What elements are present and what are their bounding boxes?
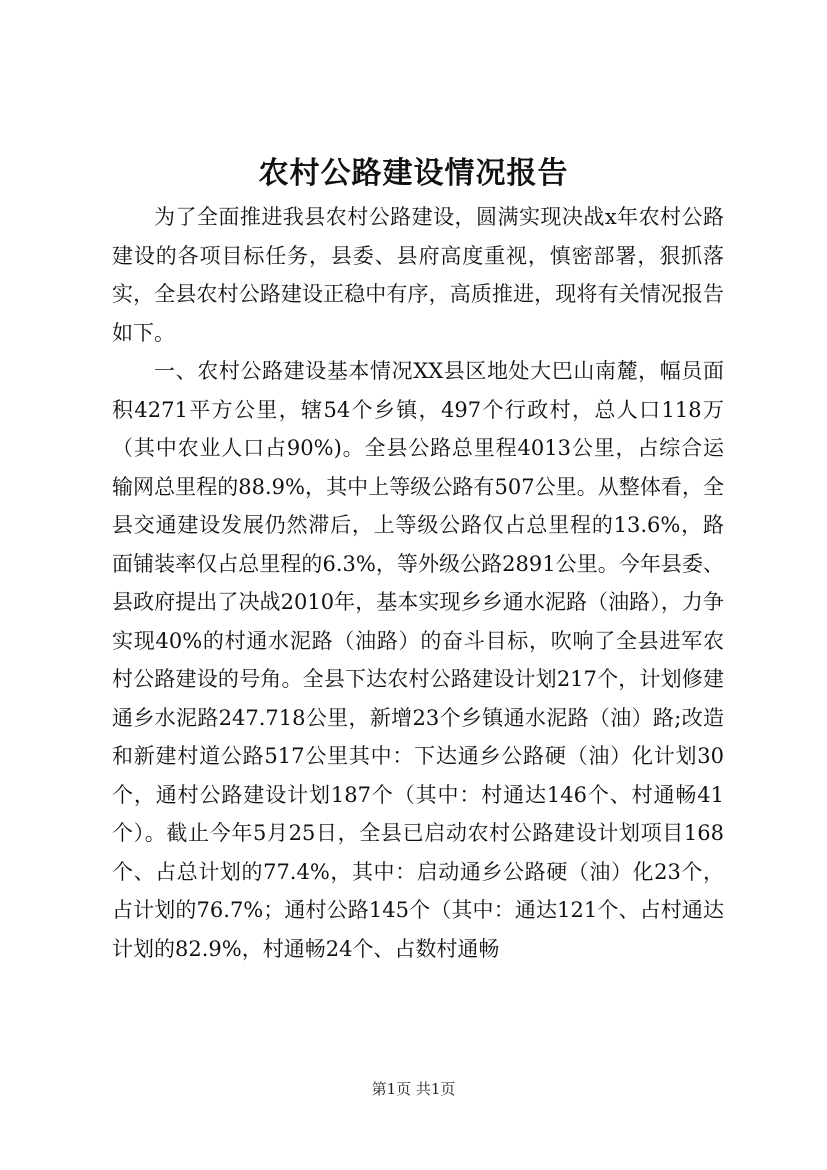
- document-title: 农村公路建设情况报告: [258, 156, 569, 191]
- section-one-paragraph: 一、农村公路建设基本情况XX县区地处大巴山南麓，幅员面积4271平方公里，辖54个乡镇，497个行政村，总人口118万（其中农业人口占90%)。全县公路总里程4013公里，占综合运输网总里程的88.9%，其中上等级公路有507公里。从整体看，全县交通建设发展仍然滞后，上等级公路仅占总里程的13.6%，路面铺装率仅占总里程的6.3%，等外级公路2891公里。今年县委、县政府提出了决战2010年，基本实现乡乡通水泥路（油路），力争实现40%的村通水泥路（油路）的奋斗目标，吹响了全县进军农村公路建设的号角。全县下达农村公路建设计划217个，计划修建通乡水泥路247.718公里，新增23个乡镇通水泥路（油）路;改造和新建村道公路517公里其中：下达通乡公路硬（油）化计划30个，通村公路建设计划187个（其中：村通达146个、村通畅41个）。截止今年5月25日，全县已启动农村公路建设计划项目168个、占总计划的77.4%，其中：启动通乡公路硬（油）化23个，占计划的76.7%；通村公路145个（其中：通达121个、占村通达计划的82.9%，村通畅24个、占数村通畅: [112, 359, 724, 961]
- intro-paragraph: 为了全面推进我县农村公路建设，圆满实现决战x年农村公路建设的各项目标任务，县委、县府高度重视，慎密部署，狠抓落实，全县农村公路建设正稳中有序，高质推进，现将有关情况报告如下。: [112, 205, 724, 345]
- page-footer: 第1页 共1页: [371, 1080, 456, 1098]
- document-body: [112, 198, 724, 968]
